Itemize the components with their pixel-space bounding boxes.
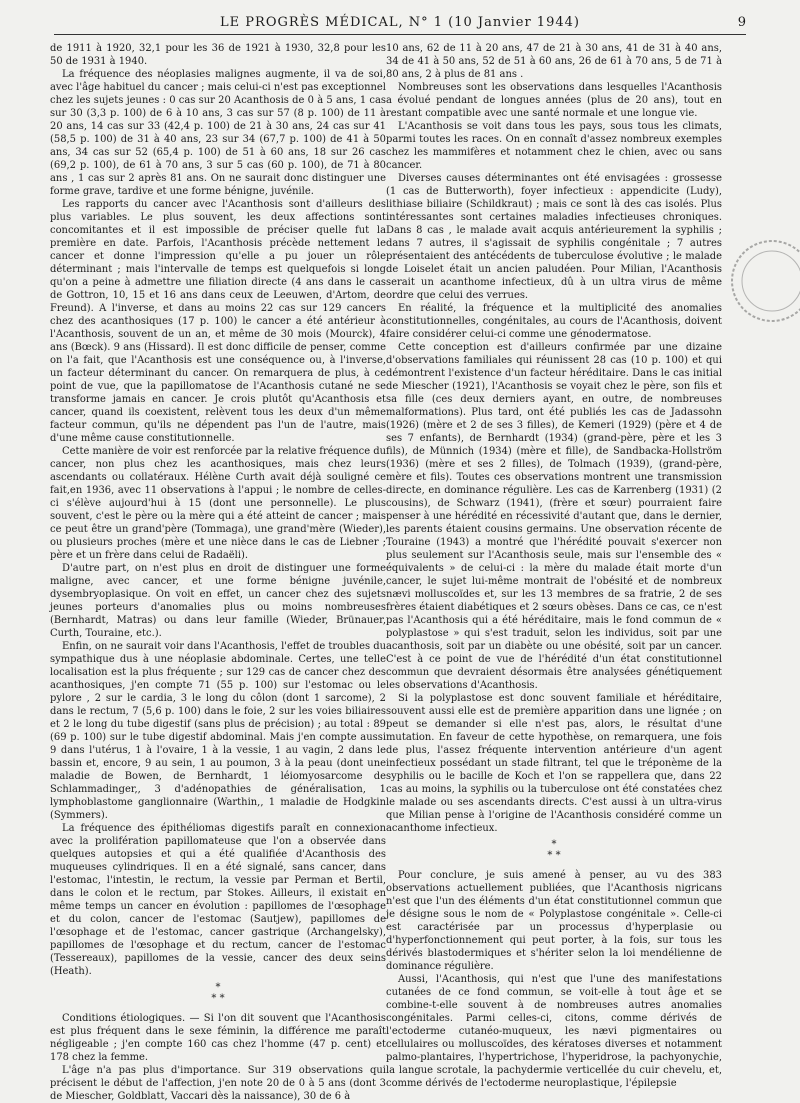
- paragraph: Pour conclure, je suis amené à penser, au vu des 383 observations actuellement publiées, que l'Acanthosis nigricans n'est que l'un des éléments d'un état constitutionnel commun que je désigne sous le nom de « Polyplastose congénitale ». Celle-ci est caractérisée par un processus d'hyperplasie ou d'hyperfonctionnement qui peut porter, à la fois, sur tous les dérivés blastodermiques et s'hériter selon la loi mendélienne de dominance régulière.: [386, 870, 722, 972]
- paragraph: Aussi, l'Acanthosis, qui n'est que l'une des manifestations cutanées de ce fond commun, se voit-elle à tout âge et se combine-t-elle souvent à de nombreuses autres anomalies congénitales. Parmi celles-ci, citons, comme dérivés de l'ectoderme cutanéo-muqueux, les nævi pigmentaires ou cellulaires ou molluscoïdes, des kératoses diverses et notamment palmo-plantaires, l'hypertrichose, l'hyperidrose, la pachyonychie, la langue scrotale, la pachydermie verticellée du cuir chevelu, et, comme dérivés de l'ectoderme neuroplastique, l'épilepsie: [386, 974, 722, 1089]
- paragraph: 10 ans, 62 de 11 à 20 ans, 47 de 21 à 30 ans, 41 de 31 à 40 ans, 34 de 41 à 50 ans, 52 de 51 à 60 ans, 26 de 61 à 70 ans, 5 de 71 à 80 ans, 2 à plus de 81 ans .: [386, 43, 722, 80]
- right-column: [386, 42, 722, 1090]
- section-separator: * * *: [547, 839, 561, 861]
- paragraph: Diverses causes déterminantes ont été envisagées : grossesse (1 cas de Butterworth), foyer infectieux : appendicite (Ludy), lithiase biliaire (Schildkraut) ; mais ce sont là des cas isolés. Plus intéressantes sont certaines maladies infectieuses chroniques. Dans 8 cas , le malade avait acquis antérieurement la syphilis ; dans 7 autres, il s'agissait de syphilis congénitale ; 7 autres présentaient des antécédents de tuberculose évolutive ; le malade de Loiselet était un ancien paludéen. Pour Milian, l'Acanthosis serait un acanthome infectieux, dû à un ultra virus de même ordre que celui des verrues.: [386, 173, 722, 301]
- left-column: [50, 42, 386, 1103]
- section-separator: * * *: [211, 982, 225, 1004]
- paragraph: de 1911 à 1920, 32,1 pour les 36 de 1921 à 1930, 32,8 pour les 50 de 1931 à 1940.: [50, 43, 386, 67]
- paragraph: Si la polyplastose est donc souvent familiale et héréditaire, souvent aussi elle est de première apparition dans une lignée ; on peut se demander si elle n'est pas, alors, le résultat d'une mutation. En faveur de cette hypothèse, on remarquera, une fois de plus, l'assez fréquente intervention antérieure d'un agent infectieux possédant un stade filtrant, tel que le tréponème de la syphilis ou le bacille de Koch et l'on se rappellera que, dans 22 cas au moins, la syphilis ou la tuberculose ont été constatées chez le malade ou ses ascendants directs. C'est aussi à un ultra-virus que Milian pense à l'origine de l'Acanthosis considéré comme un acanthome infectieux.: [386, 693, 722, 834]
- paragraph: La fréquence des néoplasies malignes augmente, il va de soi, avec l'âge habituel du cancer ; mais celui-ci n'est pas exceptionnel chez les sujets jeunes : 0 cas sur 20 Acanthosis de 0 à 5 ans, 1 cas sur 30 (3,3 p. 100) de 6 à 10 ans, 3 cas sur 57 (8 p. 100) de 11 à 20 ans, 14 cas sur 33 (42,4 p. 100) de 21 à 30 ans, 24 cas sur 41 (58,5 p. 100) de 31 à 40 ans, 23 sur 34 (67,7 p. 100) de 41 à 50 ans, 34 cas sur 52 (65,4 p. 100) de 51 à 60 ans, 18 sur 26 cas (69,2 p. 100), de 61 à 70 ans, 3 sur 5 cas (60 p. 100), de 71 à 80 ans , 1 cas sur 2 après 81 ans. On ne saurait donc distinguer une forme grave, tardive et une forme bénigne, juvénile.: [50, 69, 386, 197]
- paragraph: Enfin, on ne saurait voir dans l'Acanthosis, l'effet de troubles du sympathique dus à une néoplasie abdominale. Certes, une telle localisation est la plus fréquente ; sur 129 cas de cancer chez des acanthosiques, j'en compte 71 (55 p. 100) sur l'estomac ou le pylore , 2 sur le cardia, 3 le long du côlon (dont 1 sarcome), 2 dans le rectum, 7 (5,6 p. 100) dans le foie, 2 sur les voies biliaires et 2 le long du tube digestif (sans plus de précision) ; au total : 89 (69 p. 100) sur le tube digestif abdominal. Mais j'en compte aussi 9 dans l'utérus, 1 à l'ovaire, 1 à la vessie, 1 au vagin, 2 dans le bassin et, encore, 9 au sein, 1 au poumon, 3 à la peau (dont une maladie de Bowen, de Bernhardt, 1 léiomyosarcome de Schlammadinger,, 3 d'adénopathies de généralisation, 1 lymphoblastome ganglionnaire (Warthin,, 1 maladie de Hodgkin (Symmers).: [50, 641, 386, 821]
- stamp-icon: [710, 226, 800, 336]
- paragraph: La fréquence des épithéliomas digestifs paraît en connexion avec la prolifération papillomateuse que l'on a observée dans quelques autopsies et qui a été qualifiée d'Acanthosis des muqueuses cylindriques. Il en a été signalé, sans cancer, dans l'estomac, l'intestin, le rectum, la vessie par Perman et Bertil, dans le colon et le rectum, par Stokes. Ailleurs, il existait en même temps un cancer en évolution : papillomes de l'œsophage et du colon, cancer de l'estomac (Sautjew), papillomes de l'œsophage et de l'estomac, cancer gastrique (Archangelsky), papillomes de l'œsophage et du rectum, cancer de l'estomac (Tessereaux), papillomes de la vessie, cancer des deux seins (Heath).: [50, 823, 386, 977]
- library-stamp: [710, 226, 800, 336]
- paragraph: L'Acanthosis se voit dans tous les pays, sous tous les climats, parmi toutes les races. On en connaît d'assez nombreux exemples chez les mammifères et notamment chez le chien, avec ou sans cancer.: [386, 121, 722, 171]
- paragraph: Cette conception est d'ailleurs confirmée par une dizaine d'observations familiales qui réunissent 28 cas (10 p. 100) et qui démontrent l'existence d'un facteur héréditaire. Dans le cas initial de Miescher (1921), l'Acanthosis se voyait chez le père, son fils et sa fille (ces deux derniers ayant, en outre, de nombreuses malformations). Plus tard, ont été publiés les cas de Jadassohn (1926) (mère et 2 de ses 3 filles), de Kemeri (1929) (père et 4 de ses 7 enfants), de Bernhardt (1934) (grand-père, père et les 3 fils), de Münnich (1934) (mère et fille), de Sandbacka-Hollström (1936) (mère et ses 2 filles), de Tolmach (1939), (grand-père, mère et fils). Toutes ces observations montrent une transmission directe, en dominance régulière. Les cas de Karrenberg (1931) (2 cousins), de Schwarz (1941), (frère et sœur) pourraient faire penser à une hérédité en récessivité d'autant que, dans le dernier, les parents étaient cousins germains. Une observation récente de Touraine (1943) a montré que l'hérédité pouvait s'exercer non plus seulement sur l'Acanthosis seule, mais sur l'ensemble des « équivalents » de celui-ci : la mère du malade était morte d'un cancer, le sujet lui-même montrait de l'obésité et de nombreux nævi molluscoïdes et, sur les 13 membres de sa fratrie, 2 de ses frères étaient diabétiques et 2 sœurs obèses. Dans ce cas, ce n'est pas l'Acanthosis qui a été héréditaire, mais le fond commun de « polyplastose » qui s'est traduit, selon les individus, soit par une acanthosis, soit par un diabète ou une obésité, soit par un cancer. C'est à ce point de vue de l'hérédité d'un état constitutionnel commun que devraient désormais être analysées génétiquement les observations d'Acanthosis.: [386, 342, 722, 691]
- paragraph: Conditions étiologiques. — Si l'on dit souvent que l'Acanthosis est plus fréquent dans le sexe féminin, la différence me paraît négligeable ; j'en compte 160 cas chez l'homme (47 p. cent) et 178 chez la femme.: [50, 1013, 386, 1063]
- journal-title: LE PROGRÈS MÉDICAL, N° 1 (10 Janvier 1944): [220, 15, 580, 30]
- paragraph: Les rapports du cancer avec l'Acanthosis sont d'ailleurs des plus variables. Le plus souvent, les deux affections sont concomitantes et il est impossible de préciser quelle fut la première en date. Parfois, l'Acanthosis précède nettement le cancer et donne l'impression qu'elle a pu jouer un rôle déterminant ; mais l'intervalle de temps est quelquefois si long qu'on a peine à admettre une filiation directe (4 ans dans le cas de Gottron, 10, 15 et 16 ans dans ceux de Leeuwen, d'Artom, de Freund). A l'inverse, et dans au moins 22 cas sur 129 cancers chez des acanthosiques (17 p. 100) le cancer a été antérieur à l'Acanthosis, souvent de un an, et même de 30 mois (Mourck), 4 ans (Bœck). 9 ans (Hissard). Il est donc difficile de penser, comme on l'a fait, que l'Acanthosis est une conséquence ou, à l'inverse, un facteur déterminant du cancer. On remarquera de plus, à ce point de vue, que la papillomatose de l'Acanthosis cutané ne se transforme jamais en cancer. Je crois plutôt qu'Acanthosis et cancer, quand ils coexistent, relèvent tous les deux d'un même facteur commun, qu'ils ne dépendent pas l'un de l'autre, mais d'une même cause constitutionnelle.: [50, 199, 386, 444]
- paragraph: D'autre part, on n'est plus en droit de distinguer une forme maligne, avec cancer, et une forme bénigne juvénile, dysembryoplasique. On voit en effet, un cancer chez des sujets jeunes porteurs d'anomalies plus ou moins nombreuses (Bernhardt, Matras) ou dans leur famille (Wieder, Brünauer, Curth, Touraine, etc.).: [50, 563, 386, 639]
- paragraph: Cette manière de voir est renforcée par la relative fréquence du cancer, non plus chez les acanthosiques, mais chez leurs ascendants ou collatéraux. Hélène Curth avait déjà souligné ce fait,en 1936, avec 11 observations à l'appui ; le nombre de celles-ci s'élève aujourd'hui à 15 (dont une personnelle). Le plus souvent, c'est le père ou la mère qui a été atteint de cancer ; mais ce peut être un grand'père (Tommaga), une grand'mère (Wieder), ou plusieurs proches (mère et une nièce dans le cas de Liebner ; père et un frère dans celui de Radaëli).: [50, 446, 386, 561]
- paragraph: L'âge n'a pas plus d'importance. Sur 319 observations qui précisent le début de l'affection, j'en note 20 de 0 à 5 ans (dont 3 de Miescher, Goldblatt, Vaccari dès la naissance), 30 de 6 à: [50, 1065, 386, 1102]
- running-header: [54, 12, 746, 35]
- paragraph: Nombreuses sont les observations dans lesquelles l'Acanthosis a évolué pendant de longues années (plus de 20 ans), tout en restant compatible avec une santé normale et une longue vie.: [386, 82, 722, 119]
- page-number: 9: [737, 15, 746, 30]
- paragraph: En réalité, la fréquence et la multiplicité des anomalies constitutionnelles, congénitales, au cours de l'Acanthosis, doivent faire considérer celui-ci comme une génodermatose.: [386, 303, 722, 340]
